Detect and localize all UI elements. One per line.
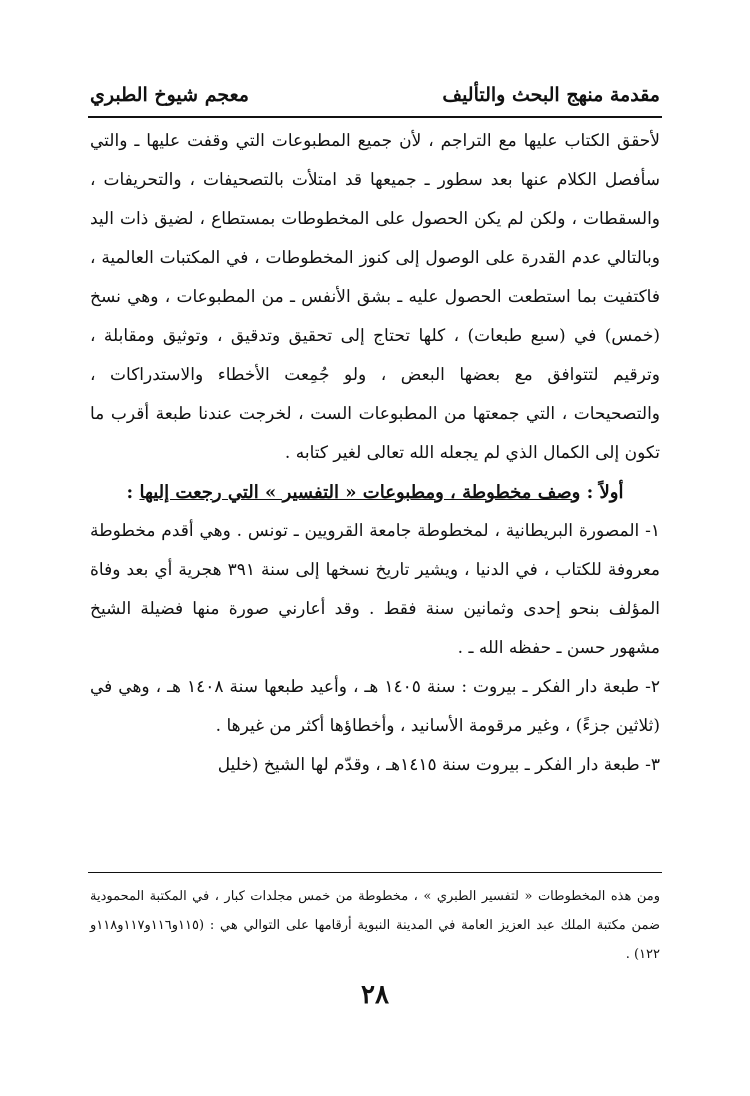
section-heading-text: وصف مخطوطة ، ومطبوعات « التفسير » التي رجعت إليها [139,482,581,503]
footnote [90,882,660,969]
section-heading-suffix: : [126,482,140,503]
list-item-dar-alfikr-1415: ٣- طبعة دار الفكر ـ بيروت سنة ١٤١٥هـ ، وقدّم لها الشيخ (خليل [217,755,660,775]
page-number: ٢٨ [361,980,389,1010]
section-heading-prefix: أولاً : [580,482,624,503]
section-heading [90,473,660,512]
running-header [90,84,660,116]
book-title: مقدمة منهج البحث والتأليف [442,84,660,106]
list-item-british-copy: ١- المصورة البريطانية ، لمخطوطة جامعة القرويين ـ تونس . وهي أقدم مخطوطة معروفة للكتاب ، في الدنيا ، ويشير تاريخ نسخها إلى سنة ٣٩١ هجرية أي بعد وفاة المؤلف بنحو إحدى وثمانين سنة فقط . وقد أعارني صورة منها فضيلة الشيخ مشهور حسن ـ حفظه الله ـ . [90,521,660,658]
list-item-dar-alfikr-1405: ٢- طبعة دار الفكر ـ بيروت : سنة ١٤٠٥ هـ ، وأعيد طبعها سنة ١٤٠٨ هـ ، وهي في (ثلاثين جزءً) ، وغير مرقومة الأسانيد ، وأخطاؤها أكثر من غيرها . [90,677,661,736]
section-title: معجم شيوخ الطبري [90,84,249,106]
header-rule [88,116,662,118]
footnote-text: ومن هذه المخطوطات « لتفسير الطبري » ، مخطوطة من خمس مجلدات كبار ، في المكتبة المحمودية ضمن مكتبة الملك عبد العزيز العامة في المدينة النبوية أرقامها على التوالي هي : (١١٥و١١٦و١١٧و١١٨و ١٢٢) . [90,889,660,962]
intro-paragraph: لأحقق الكتاب عليها مع التراجم ، لأن جميع المطبوعات التي وقفت عليها ـ والتي سأفصل الكلام عنها بعد سطور ـ جميعها قد امتلأت بالتصحيفات ، والتحريفات ، والسقطات ، ولكن لم يكن الحصول على المخطوطات بمستطاع ، لضيق ذات اليد وبالتالي عدم القدرة على الوصول إلى كنوز المخطوطات ، في المكتبات العالمية ، فاكتفيت بما استطعت الحصول عليه ـ بشق الأنفس ـ من المطبوعات ، وهي نسخ (خمس) في (سبع طبعات) ، كلها تحتاج إلى تحقيق وتدقيق ، وتوثيق ومقابلة ، وترقيم لتتوافق مع بعضها البعض ، ولو جُمِعت الأخطاء والاستدراكات ، والتصحيحات ، التي جمعتها من المطبوعات الست ، لخرجت عندنا طبعة أقرب ما تكون إلى الكمال الذي لم يجعله الله تعالى لغير كتابه . [90,131,660,463]
footnote-rule [88,872,662,873]
main-text [90,122,660,785]
